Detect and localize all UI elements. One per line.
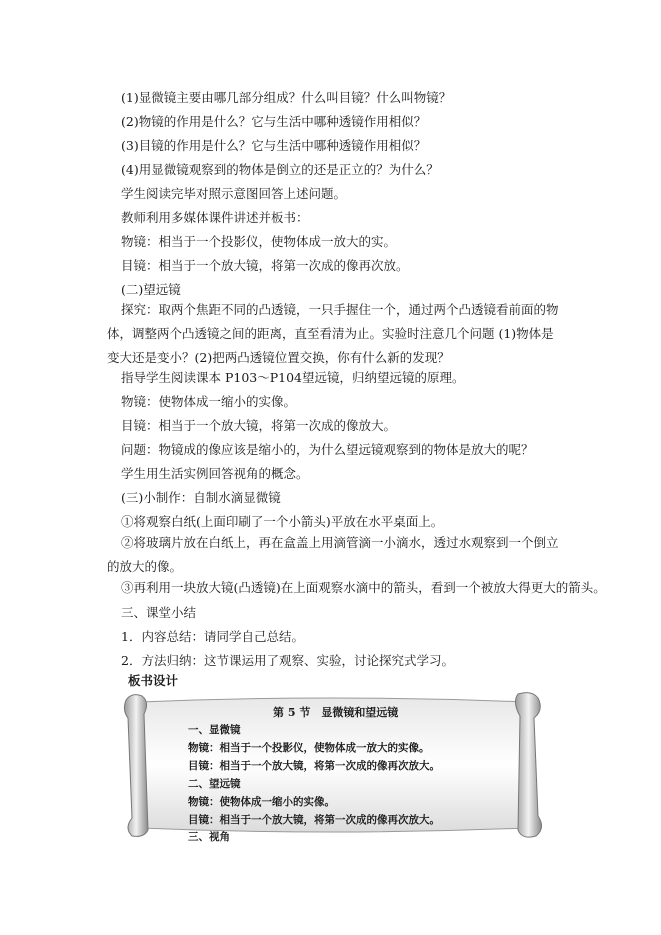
summary-heading: 三、课堂小结: [121, 605, 197, 620]
craft-step-3: ③再利用一块放大镜(凸透镜)在上面观察水滴中的箭头，看到一个被放大得更大的箭头。: [121, 580, 606, 595]
board-line-2: 物镜：相当于一个投影仪，使物体成一放大的实像。: [188, 742, 430, 754]
student-read-text: 学生阅读完毕对照示意图回答上述问题。: [121, 186, 347, 201]
question-1: (1)显微镜主要由哪几部分组成？什么叫目镜？什么叫物镜？: [121, 90, 452, 105]
teacher-explain-text: 教师利用多媒体课件讲述并板书：: [121, 210, 309, 225]
board-line-4: 二、望远镜: [188, 778, 241, 790]
question-text: 问题：物镜成的像应该是缩小的，为什么望远镜观察到的物体是放大的呢？: [121, 442, 534, 457]
eyepiece-micro: 目镜：相当于一个放大镜，将第一次成的像再次放。: [121, 258, 409, 273]
question-4: (4)用显微镜观察到的物体是倒立的还是正立的？为什么？: [121, 162, 439, 177]
telescope-heading: (二)望远镜: [121, 282, 181, 297]
board-design-label: 板书设计: [128, 673, 179, 688]
craft-step-1: ①将观察白纸(上面印刷了一个小箭头)平放在水平桌面上。: [121, 514, 444, 529]
question-2: (2)物镜的作用是什么？它与生活中哪种透镜作用相似？: [121, 114, 427, 129]
board-line-7: 三、视角: [188, 831, 230, 843]
objective-lens-tele: 物镜：使物体成一缩小的实像。: [121, 394, 297, 409]
board-line-5: 物镜：使物体成一缩小的实像。: [188, 796, 335, 808]
eyepiece-tele: 目镜：相当于一个放大镜，将第一次成的像放大。: [121, 418, 397, 433]
summary-content: 1．内容总结：请同学自己总结。: [121, 629, 304, 644]
summary-method: 2．方法归纳：这节课运用了观察、实验，讨论探究式学习。: [121, 653, 454, 668]
explore-paragraph: 探究：取两个焦距不同的凸透镜，一只手握住一个，通过两个凸透镜看前面的物体，调整两个凸透镜之间的距离，直至看清为止。实验时注意几个问题 (1)物体是变大还是变小？(2)把两凸透镜位置交换，你有什么新的发现？: [107, 302, 559, 365]
craft-step-2: ②将玻璃片放在白纸上，再在盒盖上用滴管滴一小滴水，透过水观察到一个倒立的放大的像。: [107, 535, 559, 574]
board-line-3: 目镜：相当于一个放大镜，将第一次成的像再次放大。: [188, 760, 440, 772]
question-3: (3)目镜的作用是什么？它与生活中哪种透镜作用相似？: [121, 138, 427, 153]
guide-read-text: 指导学生阅读课本 P103～P104望远镜，归纳望远镜的原理。: [121, 370, 465, 385]
objective-lens-micro: 物镜：相当于一个投影仪，使物体成一放大的实。: [121, 234, 397, 249]
board-line-6: 目镜：相当于一个放大镜，将第一次成的像再次放大。: [188, 814, 440, 826]
blackboard-scroll: [118, 690, 548, 843]
craft-heading: (三)小制作：自制水滴显微镜: [121, 490, 281, 505]
student-answer-text: 学生用生活实例回答视角的概念。: [121, 466, 309, 481]
board-line-1: 一、显微镜: [188, 724, 241, 736]
board-title: 第 5 节 显微镜和望远镜: [273, 706, 399, 719]
